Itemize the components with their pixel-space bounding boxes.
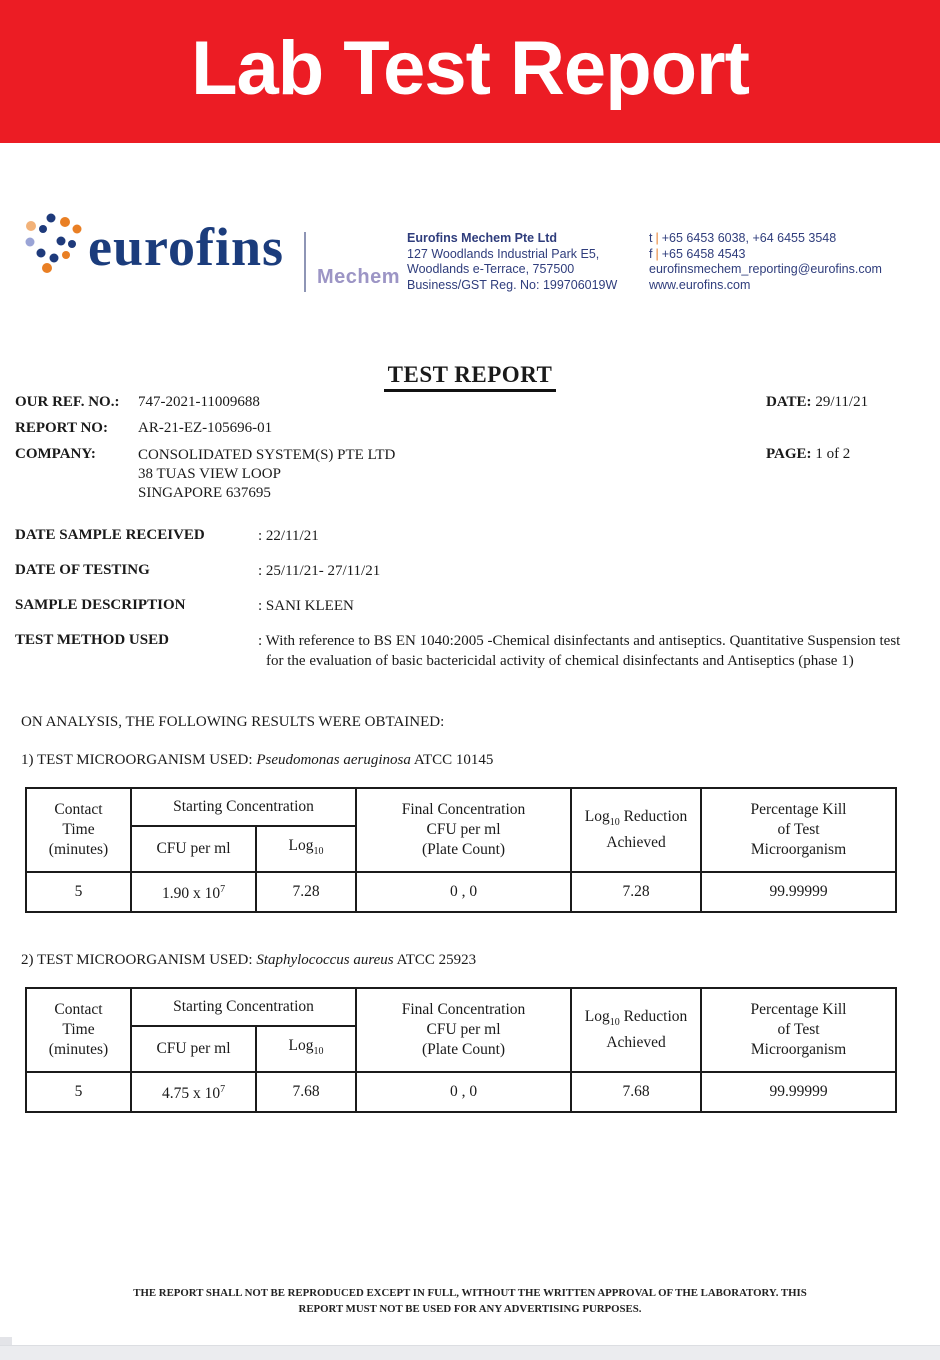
table2-percent-kill: 99.99999 xyxy=(701,1072,896,1112)
company-row xyxy=(15,446,395,503)
our-ref-value: 747-2021-11009688 xyxy=(138,394,260,410)
date-of-testing-value: : 25/11/21- 27/11/21 xyxy=(258,563,381,579)
test1-organism: Pseudomonas aeruginosa xyxy=(256,752,411,768)
sample-received-value: : 22/11/21 xyxy=(258,528,319,544)
letterhead-address-line1: 127 Woodlands Industrial Park E5, xyxy=(407,246,600,261)
table1-header-log: Log$_{10}$ xyxy=(256,826,356,872)
page-row xyxy=(766,446,850,463)
report-no-label: REPORT NO: xyxy=(15,420,108,436)
date-of-testing-label: DATE OF TESTING xyxy=(15,562,150,578)
table2-contact-time: 5 xyxy=(26,1072,131,1112)
analysis-heading: ON ANALYSIS, THE FOLLOWING RESULTS WERE OBTAINED: xyxy=(21,714,445,730)
test2-organism: Staphylococcus aureus xyxy=(256,952,394,968)
table2-header-contact: Contact Time (minutes) xyxy=(26,988,131,1072)
footer-line2: REPORT MUST NOT BE USED FOR ANY ADVERTISING PURPOSES. xyxy=(298,1303,642,1315)
report-no-row xyxy=(15,420,272,437)
mechem-subbrand: Mechem xyxy=(317,266,401,288)
footer-line1: THE REPORT SHALL NOT BE REPRODUCED EXCEPT IN FULL, WITHOUT THE WRITTEN APPROVAL OF THE LABORATORY. THIS xyxy=(133,1287,807,1299)
table1-starting-cfu: 1.90 x $10^7$ xyxy=(131,872,256,912)
letterhead-contact-block xyxy=(649,231,934,293)
test1-strain: ATCC 10145 xyxy=(410,752,494,768)
table1-percent-kill: 99.99999 xyxy=(701,872,896,912)
table1-starting-log: 7.28 xyxy=(256,872,356,912)
table2-starting-log: 7.68 xyxy=(256,1072,356,1112)
table2-header-cfu: CFU per ml xyxy=(131,1026,256,1072)
report-banner xyxy=(0,0,940,143)
table2-final-cfu: 0 , 0 xyxy=(356,1072,571,1112)
table1-log-reduction: 7.28 xyxy=(571,872,701,912)
letterhead-address-line2: Woodlands e-Terrace, 757500 xyxy=(407,262,575,276)
letterhead-fax xyxy=(649,247,934,263)
company-address xyxy=(138,446,395,503)
logo-divider xyxy=(304,232,306,292)
date-of-testing-row xyxy=(15,562,906,582)
fax-pipe: | xyxy=(655,246,659,261)
fax-value: +65 6458 4543 xyxy=(661,246,746,261)
letterhead-registration: Business/GST Reg. No: 199706019W xyxy=(407,277,618,292)
table2-header-log: Log$_{10}$ xyxy=(256,1026,356,1072)
sample-received-row xyxy=(15,527,906,547)
results-table-2 xyxy=(25,987,897,1113)
table1-header-reduction: Log$_{10}$ Reduction Achieved xyxy=(571,788,701,872)
test-method-label: TEST METHOD USED xyxy=(15,632,169,648)
tel-value: +65 6453 6038, +64 6455 3548 xyxy=(661,231,837,245)
letterhead-company-block xyxy=(407,231,647,293)
test2-heading-prefix: 2) TEST MICROORGANISM USED: xyxy=(21,952,257,968)
results-table-1 xyxy=(25,787,897,913)
table1-header-kill: Percentage Kill of Test Microorganism xyxy=(701,788,896,872)
our-ref-row xyxy=(15,394,260,411)
report-no-value: AR-21-EZ-105696-01 xyxy=(138,420,273,436)
sample-description-row xyxy=(15,597,906,617)
page-edge-notch xyxy=(0,1337,12,1345)
table2-log-reduction: 7.68 xyxy=(571,1072,701,1112)
table2-header-starting: Starting Concentration xyxy=(131,988,356,1026)
table2-starting-cfu: 4.75 x $10^7$ xyxy=(131,1072,256,1112)
test-method-value: : With reference to BS EN 1040:2005 -Chemical disinfectants and antiseptics. Quantitative Suspension test for the evaluation of basic bactericidal activity of chemical disinfectants and Antiseptics (phase 1) xyxy=(258,633,901,669)
company-label: COMPANY: xyxy=(15,446,96,462)
banner-title: Lab Test Report xyxy=(191,26,749,111)
date-value: 29/11/21 xyxy=(811,394,869,410)
report-title: TEST REPORT xyxy=(384,362,557,392)
test1-heading xyxy=(21,752,493,769)
page-bottom-strip xyxy=(0,1345,940,1360)
page-value: 1 of 2 xyxy=(811,446,851,462)
eurofins-logo-icon xyxy=(18,210,84,276)
report-title-wrap xyxy=(0,362,940,392)
sample-received-label: DATE SAMPLE RECEIVED xyxy=(15,527,205,543)
table2-header-reduction: Log$_{10}$ Reduction Achieved xyxy=(571,988,701,1072)
sample-description-label: SAMPLE DESCRIPTION xyxy=(15,597,186,613)
table2-data-row xyxy=(26,1072,896,1112)
tel-prefix: t xyxy=(649,231,653,245)
page-label: PAGE: xyxy=(766,446,812,462)
test1-heading-prefix: 1) TEST MICROORGANISM USED: xyxy=(21,752,257,768)
table1-contact-time: 5 xyxy=(26,872,131,912)
sample-description-value: : SANI KLEEN xyxy=(258,598,354,614)
tel-pipe: | xyxy=(655,231,659,245)
letterhead-tel xyxy=(649,231,934,247)
our-ref-label: OUR REF. NO.: xyxy=(15,394,120,410)
test2-heading xyxy=(21,952,476,969)
table1-header-contact: Contact Time (minutes) xyxy=(26,788,131,872)
test2-strain: ATCC 25923 xyxy=(393,952,477,968)
company-line1: CONSOLIDATED SYSTEM(S) PTE LTD xyxy=(138,447,396,463)
letterhead-email: eurofinsmechem_reporting@eurofins.com xyxy=(649,262,882,276)
table1-header-starting: Starting Concentration xyxy=(131,788,356,826)
test-method-row xyxy=(15,632,906,671)
table2-header-final: Final Concentration CFU per ml (Plate Count) xyxy=(356,988,571,1072)
letterhead-website: www.eurofins.com xyxy=(649,277,751,292)
date-label: DATE: xyxy=(766,394,812,410)
fax-prefix: f xyxy=(649,246,653,261)
company-line2: 38 TUAS VIEW LOOP xyxy=(138,466,281,482)
footer-disclaimer xyxy=(90,1285,850,1317)
table1-data-row xyxy=(26,872,896,912)
eurofins-wordmark: eurofins xyxy=(88,217,285,277)
company-line3: SINGAPORE 637695 xyxy=(138,485,271,501)
date-row xyxy=(766,394,868,411)
table1-header-cfu: CFU per ml xyxy=(131,826,256,872)
table1-header-final: Final Concentration CFU per ml (Plate Count) xyxy=(356,788,571,872)
letterhead-company-name: Eurofins Mechem Pte Ltd xyxy=(407,231,558,245)
table2-header-kill: Percentage Kill of Test Microorganism xyxy=(701,988,896,1072)
table1-final-cfu: 0 , 0 xyxy=(356,872,571,912)
